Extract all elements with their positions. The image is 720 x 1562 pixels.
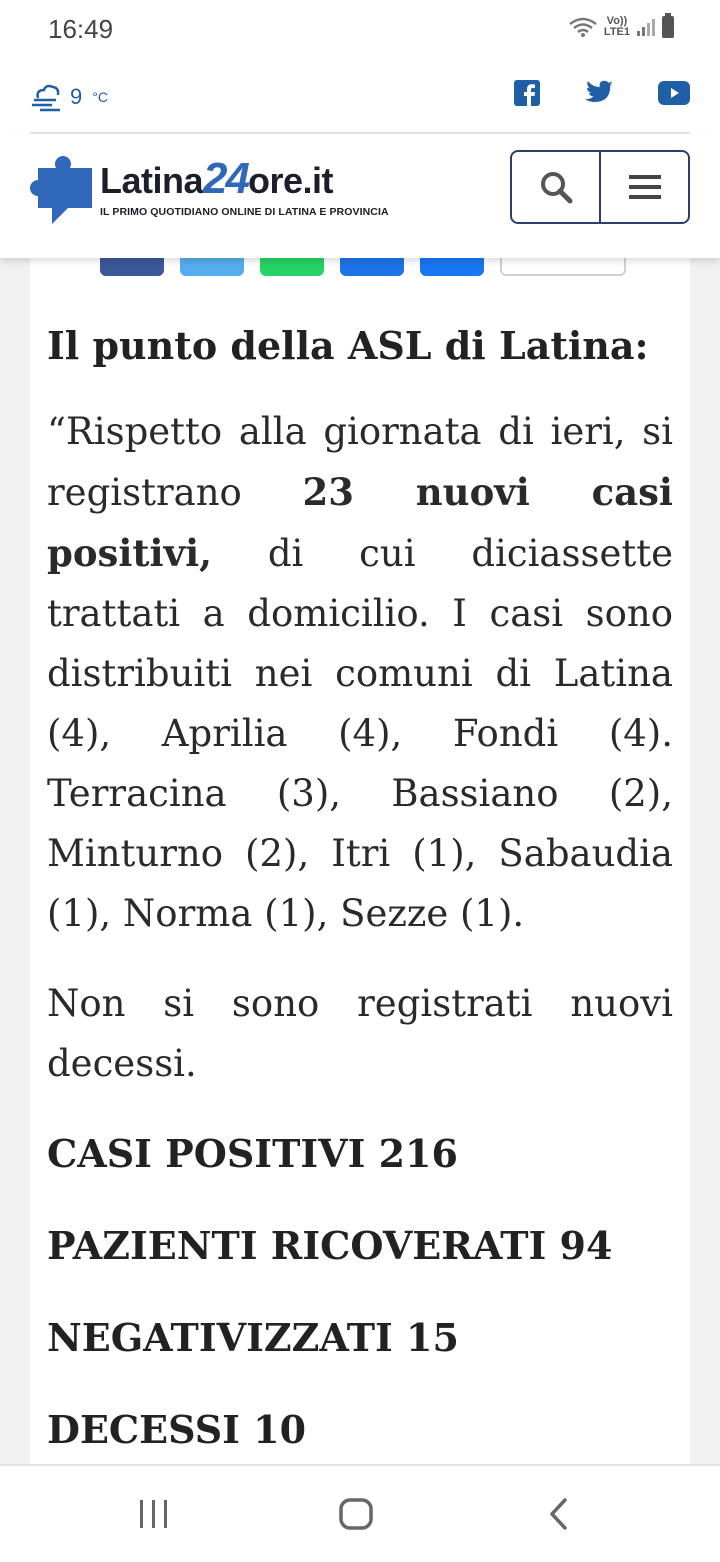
recent-apps-icon — [137, 1498, 171, 1530]
status-icons — [568, 16, 674, 38]
stat-hospitalized: PAZIENTI RICOVERATI 94 — [47, 1223, 613, 1268]
site-logo[interactable] — [30, 154, 389, 226]
volte-label: Vo)) — [606, 15, 628, 27]
youtube-icon[interactable] — [658, 81, 690, 105]
system-nav-bar — [0, 1464, 720, 1562]
logo-wordmark — [100, 154, 389, 204]
article-body — [47, 320, 673, 1460]
back-button[interactable] — [528, 1494, 588, 1534]
header-actions — [510, 150, 690, 224]
stat-positive-cases: CASI POSITIVI 216 — [47, 1131, 458, 1176]
twitter-icon[interactable] — [584, 80, 614, 106]
lte-indicator — [604, 16, 630, 38]
facebook-icon[interactable] — [514, 80, 540, 106]
recent-apps-button[interactable] — [124, 1494, 184, 1534]
weather-unit: °C — [92, 89, 108, 105]
paragraph-text-end: di cui diciassette trattati a domicilio. I casi sono distribuiti nei comuni di Latina (4), Aprilia (4), Fondi (4). Terracina (3), Bassiano (2), Minturno (2), Itri (1), Sabaudia (1), Norma (1), Sezze (1). — [47, 532, 673, 935]
home-button[interactable] — [326, 1494, 386, 1534]
article-paragraph — [47, 402, 673, 944]
stat-deaths: DECESSI 10 — [47, 1407, 307, 1452]
back-icon — [546, 1497, 570, 1531]
puzzle-logo-icon — [30, 154, 96, 226]
logo-word-24: 24 — [203, 154, 248, 203]
wifi-icon — [568, 16, 598, 38]
weather-cloud-wind-icon — [30, 82, 64, 112]
menu-button[interactable] — [599, 152, 688, 222]
menu-icon — [629, 174, 661, 200]
search-button[interactable] — [512, 152, 599, 222]
weather-widget — [30, 82, 108, 112]
top-bar — [0, 60, 720, 134]
site-header — [0, 134, 720, 258]
logo-tagline: IL PRIMO QUOTIDIANO ONLINE DI LATINA E PROVINCIA — [100, 206, 389, 218]
home-icon — [338, 1497, 374, 1531]
section-heading: Il punto della ASL di Latina: — [47, 323, 649, 368]
highlighted-new-cases: 23 nuovi casi positivi, — [47, 470, 673, 575]
logo-word-latina: Latina — [100, 160, 204, 201]
article-paragraph-deaths: Non si sono registrati nuovi decessi. — [47, 982, 673, 1085]
weather-temp: 9 — [70, 84, 83, 109]
social-links — [514, 80, 690, 106]
lte-label: LTE1 — [603, 26, 630, 38]
search-icon — [539, 170, 573, 204]
battery-icon — [662, 16, 674, 38]
stat-negative: NEGATIVIZZATI 15 — [47, 1315, 459, 1360]
article-card — [30, 220, 690, 1464]
paragraph-text-start: “Rispetto alla giornata di ieri, si registrano — [47, 410, 673, 514]
status-bar — [0, 0, 720, 60]
logo-word-ore: ore.it — [247, 160, 333, 201]
status-time: 16:49 — [48, 14, 114, 44]
signal-icon — [636, 17, 656, 37]
